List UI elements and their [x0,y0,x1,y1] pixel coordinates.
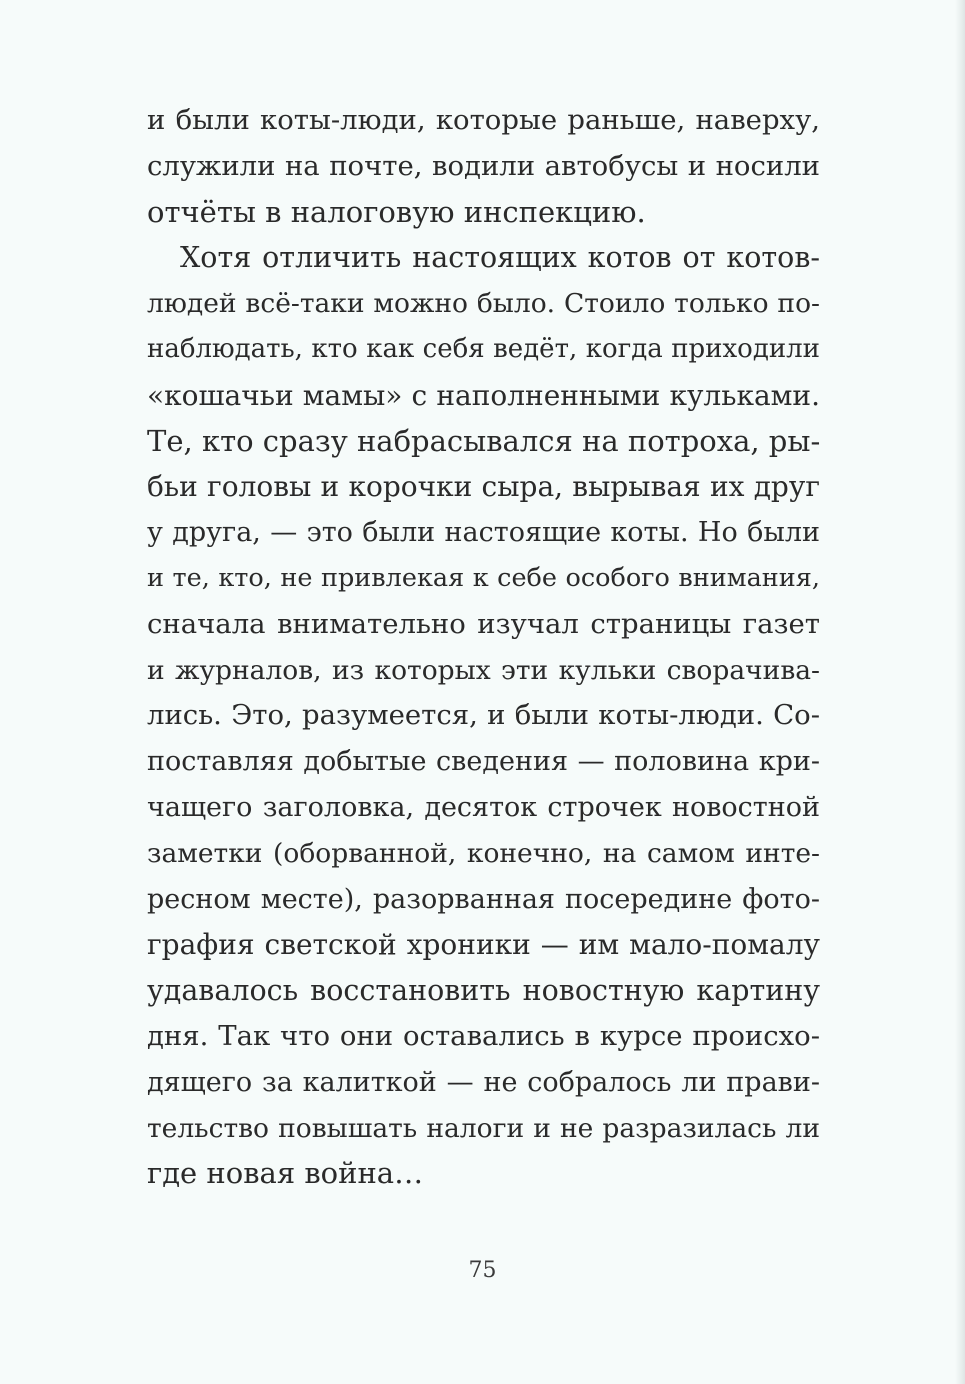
text-line: и те, кто, не привлекая к себе особого внимания, [147,562,820,593]
page-number: 75 [468,1258,497,1283]
text-line: графия светской хроники — им мало-помалу [147,928,820,962]
text-line: удавалось восстановить новостную картину [147,974,820,1008]
text-line: заметки (оборванной, конечно, на самом инте- [147,837,820,869]
text-line: поставляя добытые сведения — половина кри- [147,746,820,778]
text-line: лись. Это, разумеется, и были коты-люди. Со- [147,699,820,732]
text-line: дящего за калиткой — не собралось ли прави- [147,1066,820,1098]
text-line: «кошачьи мамы» с наполненными кульками. [147,378,820,412]
page-edge-shadow [955,0,965,1384]
text-line: Хотя отличить настоящих котов от котов- [180,241,820,275]
text-line: служили на почте, водили автобусы и носили [147,149,820,182]
text-line: людей всё-таки можно было. Стоило только по- [147,288,820,320]
text-line: Те, кто сразу набрасывался на потроха, ры- [147,423,821,458]
text-line: бьи головы и корочки сыра, вырывая их друг [147,470,820,504]
text-line: и были коты-люди, которые раньше, наверху, [147,104,820,136]
text-line: наблюдать, кто как себя ведёт, когда приходили [147,333,820,364]
text-line: где новая война… [147,1156,424,1191]
text-line: дня. Так что они оставались в курсе происхо- [147,1019,820,1052]
text-line: чащего заголовка, десяток строчек новостной [147,791,820,823]
text-line: сначала внимательно изучал страницы газет [147,607,820,640]
text-line: у друга, — это были настоящие коты. Но были [147,517,820,549]
text-line: и журналов, из которых эти кульки сворачива- [147,654,820,686]
body-text [147,98,820,1197]
text-line: ресном месте), разорванная посередине фото- [147,883,820,915]
text-line: тельство повышать налоги и не разразилась ли [147,1112,820,1144]
text-line: отчёты в налоговую инспекцию. [147,194,646,229]
